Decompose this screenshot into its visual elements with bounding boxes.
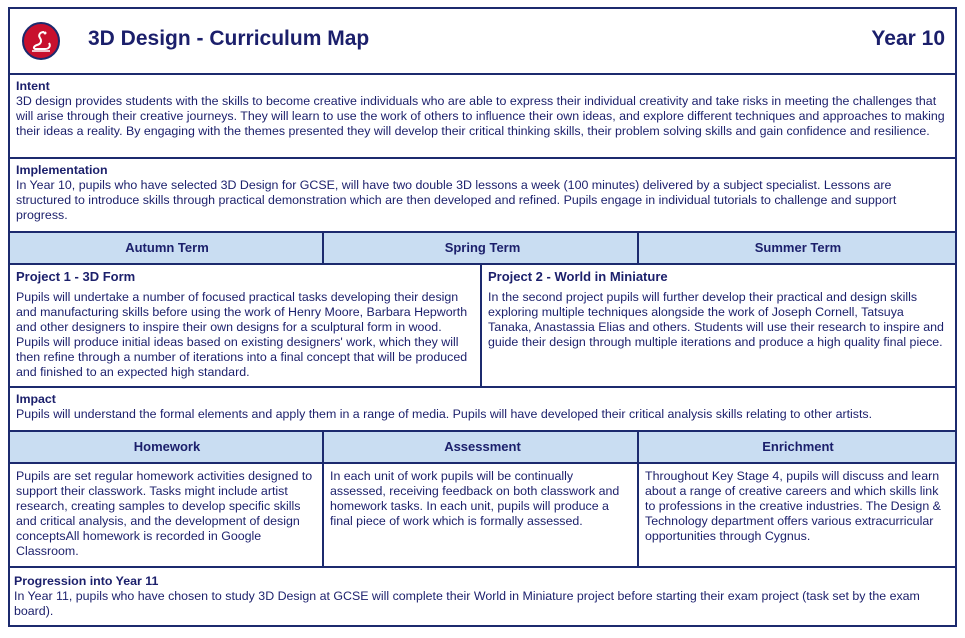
impact-heading: Impact: [16, 392, 56, 406]
term-autumn: Autumn Term: [125, 240, 209, 255]
progression-text: In Year 11, pupils who have chosen to study 3D Design at GCSE will complete their World in Miniature project before starting their exam project (task set by the exam board).: [14, 589, 920, 618]
term-spring: Spring Term: [444, 240, 521, 255]
intent-heading: Intent: [16, 79, 50, 93]
project-1: [10, 269, 480, 380]
page-title: 3D Design - Curriculum Map: [88, 27, 370, 50]
swan-logo-icon: [22, 22, 60, 60]
enrichment-text: Throughout Key Stage 4, pupils will discuss and learn about a range of creative careers and which skills link to professions in the creative industries. The Design & Technology department offers various extracurricular opportunities through Cygnus.: [645, 469, 941, 543]
project-2: [482, 269, 955, 350]
project-2-heading: Project 2 - World in Miniature: [488, 269, 668, 284]
term-summer: Summer Term: [754, 240, 842, 255]
progression-section: [8, 568, 957, 625]
title-bar: [8, 9, 957, 73]
intent-text: 3D design provides students with the skills to become creative individuals who are able to express their individual creativity and take risks in meeting the challenges that will arise through their creative journeys. They will learn to use the work of others to influence their own ideas, and explore different techniques and approaches to making their ideas a reality. By engaging with the themes presented they will develop their critical thinking skills, their problem solving skills and gain confidence and resilience.: [16, 94, 945, 138]
divider: [322, 233, 324, 263]
year-label: Year 10: [871, 27, 945, 50]
project-1-heading: Project 1 - 3D Form: [16, 269, 136, 284]
progression-heading: Progression into Year 11: [14, 574, 159, 588]
divider: [637, 233, 639, 263]
implementation-section: [8, 159, 957, 231]
implementation-heading: Implementation: [16, 163, 108, 177]
homework-text: Pupils are set regular homework activities designed to support their classwork. Tasks might include artist research, creating samples to develop specific skills and critical analysis, and the development of design conceptsAll homework is recorded in Google Classroom.: [16, 469, 313, 558]
assessment-header: Assessment: [444, 439, 521, 454]
extras-band: [8, 432, 957, 462]
project-1-text: Pupils will undertake a number of focused practical tasks developing their design and manufacturing skills before using the work of Henry Moore, Barbara Hepworth and other designers to inspire their own designs for a sculptural form in wood. Pupils will produce initial ideas based on existing designers' work, which they will then refine through a number of iterations into a final concept that will be produced and finished to an expected high standard.: [16, 290, 468, 379]
enrichment-header: Enrichment: [762, 439, 834, 454]
assessment-text: In each unit of work pupils will be continually assessed, receiving feedback on both classwork and homework tasks. In each unit, pupils will produce a final piece of work which is formally assessed.: [330, 469, 620, 528]
implementation-text: In Year 10, pupils who have selected 3D Design for GCSE, will have two double 3D lessons a week (100 minutes) delivered by a subject specialist. Lessons are structured to introduce skills through practical demonstration which are then developed and refined. Pupils engage in individual tutorials to challenge and support progress.: [16, 178, 897, 222]
terms-band: [8, 233, 957, 263]
project-2-text: In the second project pupils will further develop their practical and design skills exploring multiple techniques alongside the work of Joseph Cornell, Tatsuya Tanaka, Anastassia Elias and others. Students will use their research to inspire and guide their design through multiple iterations and produce a high quality final piece.: [488, 290, 944, 349]
impact-text: Pupils will understand the formal elements and apply them in a range of media. Pupils will have developed their critical analysis skills relating to other artists.: [16, 407, 873, 421]
homework-header: Homework: [133, 439, 201, 454]
intent-section: [8, 75, 957, 157]
impact-section: [8, 388, 957, 430]
